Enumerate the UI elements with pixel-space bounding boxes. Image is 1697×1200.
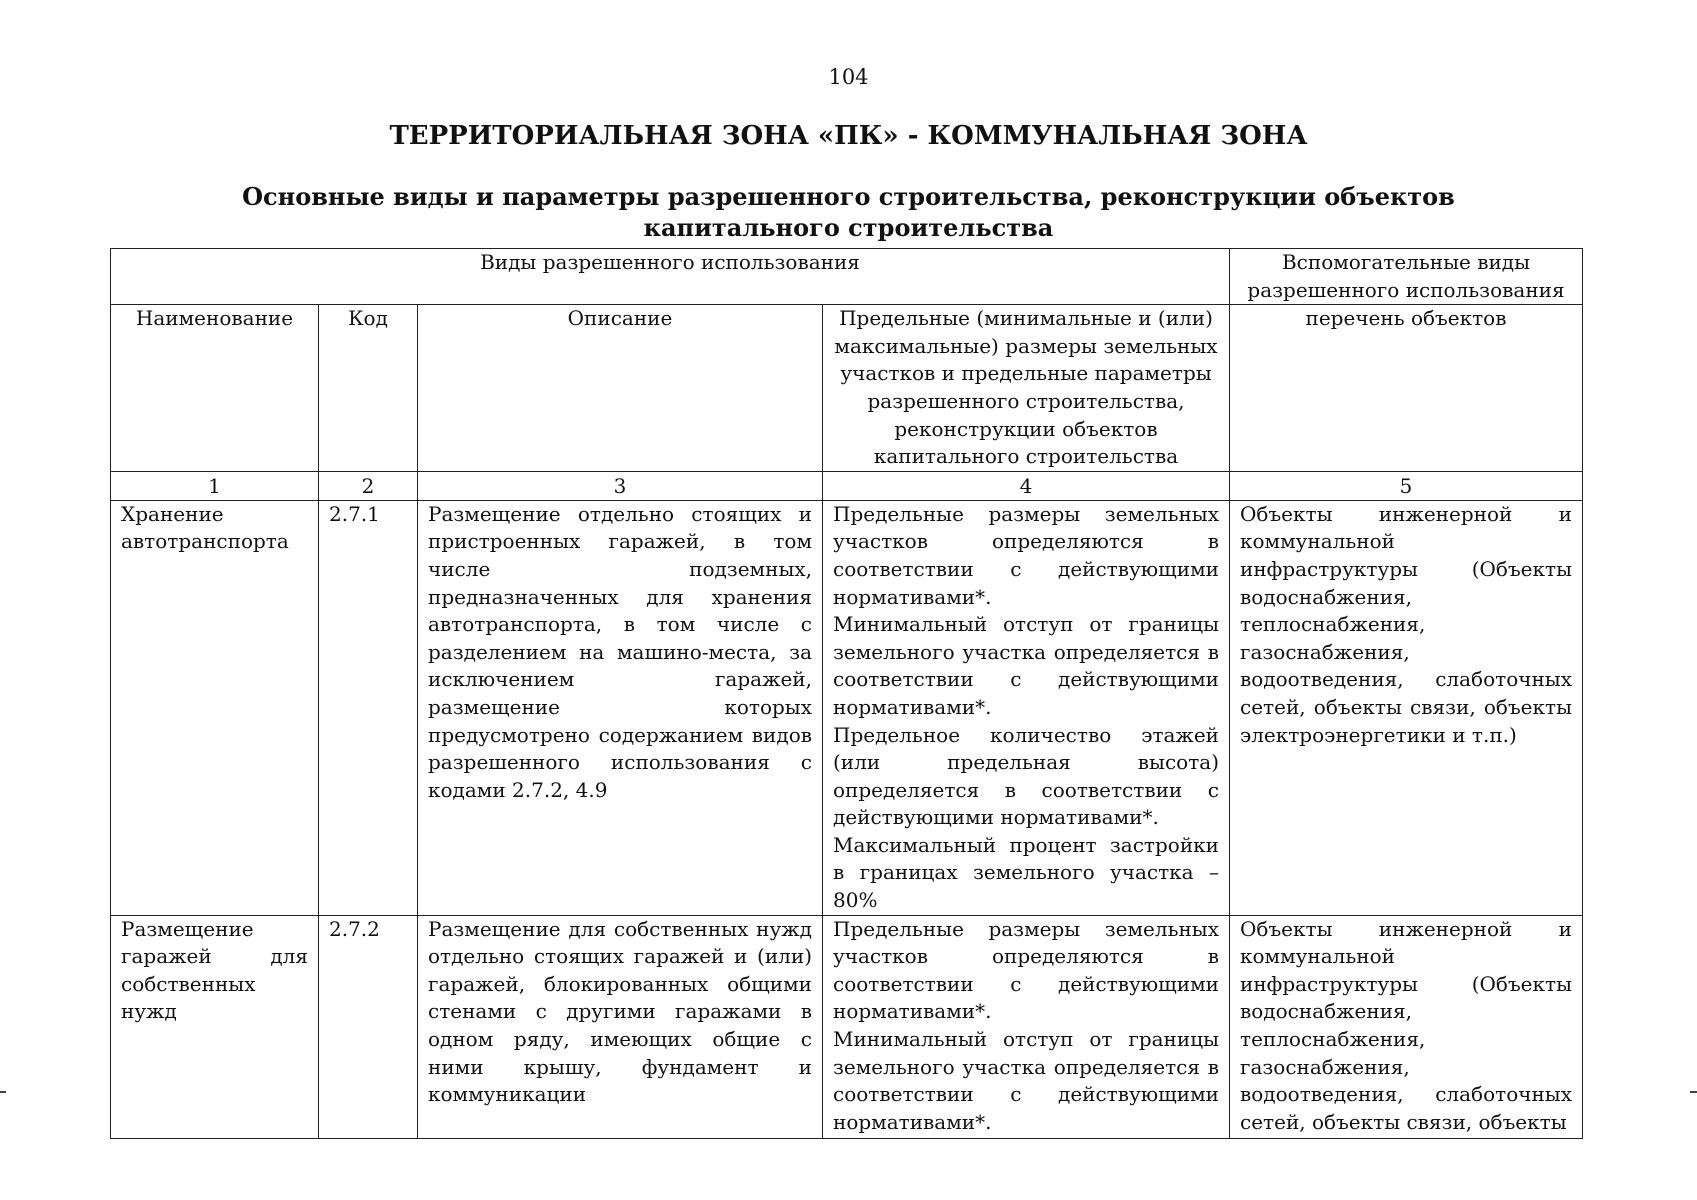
column-number: 3 (418, 471, 823, 500)
column-number: 1 (111, 471, 319, 500)
main-uses-header: Виды разрешенного использования (111, 249, 1230, 305)
use-parameters (823, 915, 1230, 1138)
zone-title: ТЕРРИТОРИАЛЬНАЯ ЗОНА «ПК» - КОММУНАЛЬНАЯ ЗОНА (389, 121, 1308, 151)
column-number-row (111, 471, 1583, 500)
use-name: Хранение автотранспорта (111, 500, 319, 915)
parameter-line: Максимальный процент застройки в границах земельного участка – 80% (833, 832, 1219, 913)
auxiliary-objects: Объекты инженерной и коммунальной инфраструктуры (Объекты водоснабжения, теплоснабжения, газоснабжения, водоотведения, слаботочных сетей, объекты связи, объекты (1230, 915, 1583, 1138)
use-description: Размещение для собственных нужд отдельно стоящих гаражей и (или) гаражей, блокированных общими стенами с другими гаражами в одном ряду, имеющих общие с ними крышу, фундамент и коммуникации (418, 915, 823, 1138)
auxiliary-objects: Объекты инженерной и коммунальной инфраструктуры (Объекты водоснабжения, теплоснабжения, газоснабжения, водоотведения, слаботочных сетей, объекты связи, объекты электроэнергетики и т.п.) (1230, 500, 1583, 915)
parameter-line: Минимальный отступ от границы земельного участка определяется в соответствии с действующими нормативами*. (833, 612, 1219, 719)
use-description: Размещение отдельно стоящих и пристроенных гаражей, в том числе подземных, предназначенных для хранения автотранспорта, в том числе с разделением на машино-места, за исключением гаражей, размещение которых предусмотрено содержанием видов разрешенного использования с кодами 2.7.2, 4.9 (418, 500, 823, 915)
permitted-uses-table (110, 248, 1583, 1139)
column-header-parameters: Предельные (минимальные и (или) максимальные) размеры земельных участков и предельные параметры разрешенного строительства, реконструкции объектов капитального строительства (823, 305, 1230, 472)
use-parameters (823, 500, 1230, 915)
scan-edge-mark-left (0, 1091, 6, 1093)
column-header-description: Описание (418, 305, 823, 472)
parameter-line: Предельное количество этажей (или предельная высота) определяется в соответствии с действующими нормативами*. (833, 722, 1219, 830)
group-header-row (111, 249, 1583, 305)
column-header-row (111, 305, 1583, 472)
section-title: Основные виды и параметры разрешенного строительства, реконструкции объектов капитального строительства (242, 182, 1455, 242)
page-number: 104 (828, 65, 869, 89)
parameter-line: Минимальный отступ от границы земельного участка определяется в соответствии с действующими нормативами*. (833, 1027, 1219, 1134)
auxiliary-uses-header: Вспомогательные виды разрешенного использования (1230, 249, 1583, 305)
use-code: 2.7.1 (319, 500, 418, 915)
use-code: 2.7.2 (319, 915, 418, 1138)
column-number: 5 (1230, 471, 1583, 500)
column-number: 2 (319, 471, 418, 500)
use-name: Размещение гаражей для собственных нужд (111, 915, 319, 1138)
parameter-line: Предельные размеры земельных участков определяются в соответствии с действующими нормативами*. (833, 501, 1219, 609)
column-number: 4 (823, 471, 1230, 500)
scan-edge-mark-right (1690, 1091, 1697, 1093)
column-header-name: Наименование (111, 305, 319, 472)
column-header-code: Код (319, 305, 418, 472)
table-row (111, 915, 1583, 1138)
table-row (111, 500, 1583, 915)
column-header-objects: перечень объектов (1230, 305, 1583, 472)
parameter-line: Предельные размеры земельных участков определяются в соответствии с действующими нормативами*. (833, 916, 1219, 1024)
